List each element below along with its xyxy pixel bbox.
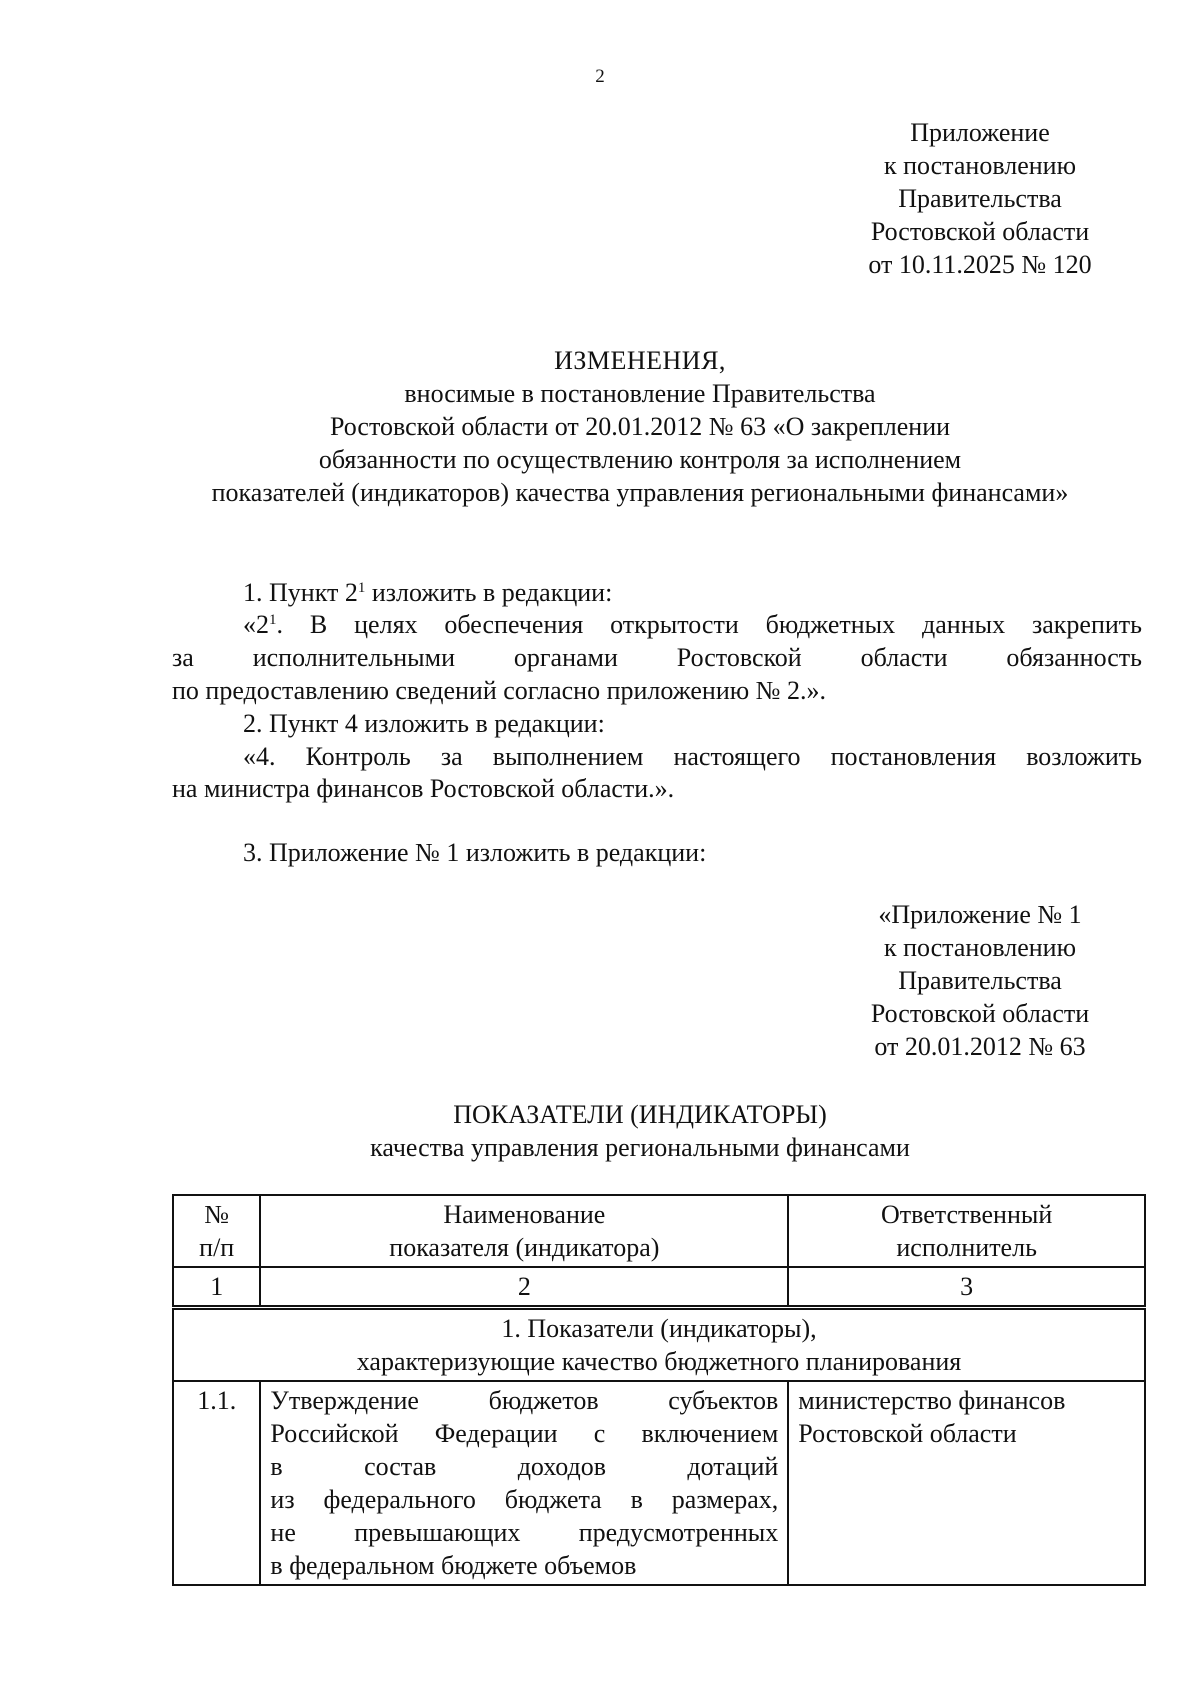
appendix-line: Правительства	[898, 184, 1062, 213]
page-number: 2	[595, 66, 605, 87]
indicators-table	[172, 1194, 1146, 1586]
item-1-quote-line: за исполнительными органами Ростовской области обязанность	[172, 643, 1142, 672]
header-text: Ответственный	[881, 1200, 1053, 1229]
changes-subtitle-line: Ростовской области от 20.01.2012 № 63 «О закреплении	[329, 412, 951, 441]
appendix-line: Ростовской области	[870, 999, 1090, 1028]
header-text: №	[204, 1200, 230, 1229]
item-2-quote	[172, 740, 1142, 773]
indicator-name-line: не превышающих предусмотренных	[270, 1518, 779, 1547]
appendix-line: к постановлению	[883, 151, 1077, 180]
item-2-quote-line: «4. Контроль за выполнением настоящего постановления возложить	[243, 742, 1142, 771]
item-1-quote	[172, 608, 1142, 674]
header-text: исполнитель	[896, 1233, 1037, 1262]
table-header-row	[173, 1195, 1145, 1267]
item-1-text: 1. Пункт 2	[243, 578, 358, 607]
item-2-heading: 2. Пункт 4 изложить в редакции:	[243, 709, 605, 738]
column-number: 3	[788, 1267, 1145, 1308]
header-text: показателя (индикатора)	[389, 1233, 660, 1262]
header-cell-number	[173, 1195, 260, 1267]
executor-cell	[788, 1381, 1145, 1585]
header-text: п/п	[199, 1233, 235, 1262]
appendix-line: Правительства	[898, 966, 1062, 995]
item-1-quote-text: «2	[243, 610, 269, 639]
header-text: Наименование	[443, 1200, 606, 1229]
appendix-line: от 10.11.2025 № 120	[868, 250, 1092, 279]
item-2-quote-line: на министра финансов Ростовской области.».	[172, 774, 675, 803]
item-1-quote-line	[172, 608, 1142, 641]
appendix-header	[820, 116, 1140, 281]
indicator-name-line: Утверждение бюджетов субъектов	[270, 1386, 779, 1415]
indicator-name	[260, 1381, 788, 1585]
changes-title-block	[160, 344, 1120, 509]
header-cell-name	[260, 1195, 788, 1267]
executor-line: Ростовской области	[798, 1419, 1017, 1448]
column-number: 1	[173, 1267, 260, 1308]
table-section-row	[173, 1308, 1145, 1382]
row-number: 1.1.	[173, 1381, 260, 1585]
column-number: 2	[260, 1267, 788, 1308]
item-1-text: изложить в редакции:	[365, 578, 613, 607]
superscript: 1	[357, 580, 366, 596]
appendix-line: «Приложение № 1	[878, 900, 1082, 929]
section-heading	[173, 1308, 1145, 1382]
header-cell-executor	[788, 1195, 1145, 1267]
indicator-name-line: в состав доходов дотаций	[270, 1452, 779, 1481]
indicators-subtitle: качества управления региональными финансами	[370, 1133, 910, 1162]
appendix-line: Приложение	[910, 118, 1050, 147]
indicator-name-line: в федеральном бюджете объемов	[270, 1551, 637, 1580]
table-row	[173, 1381, 1145, 1585]
appendix-line: от 20.01.2012 № 63	[874, 1032, 1086, 1061]
item-1-quote-text: . В целях обеспечения открытости бюджетных данных закрепить	[276, 610, 1142, 639]
changes-subtitle-line: вносимые в постановление Правительства	[404, 379, 876, 408]
appendix-line: к постановлению	[883, 933, 1077, 962]
item-1-heading	[172, 576, 1142, 609]
changes-title: ИЗМЕНЕНИЯ,	[554, 346, 726, 375]
changes-subtitle-line: показателей (индикаторов) качества управления региональными финансами»	[211, 478, 1069, 507]
indicator-name-line: из федерального бюджета в размерах,	[270, 1485, 779, 1514]
table-numbering-row	[173, 1267, 1145, 1308]
changes-subtitle-line: обязанности по осуществлению контроля за исполнением	[318, 445, 962, 474]
section-heading-line: 1. Показатели (индикаторы),	[501, 1314, 817, 1343]
section-heading-line: характеризующие качество бюджетного планирования	[356, 1347, 962, 1376]
indicator-name-line: Российской Федерации с включением	[270, 1419, 779, 1448]
indicators-title-block	[160, 1098, 1120, 1164]
appendix-line: Ростовской области	[870, 217, 1090, 246]
executor-line: министерство финансов	[798, 1386, 1066, 1415]
appendix-1-header	[820, 898, 1140, 1063]
indicators-title: ПОКАЗАТЕЛИ (ИНДИКАТОРЫ)	[453, 1100, 827, 1129]
item-1-quote-line: по предоставлению сведений согласно приложению № 2.».	[172, 676, 826, 705]
item-3-heading: 3. Приложение № 1 изложить в редакции:	[243, 838, 707, 867]
superscript: 1	[269, 612, 277, 628]
